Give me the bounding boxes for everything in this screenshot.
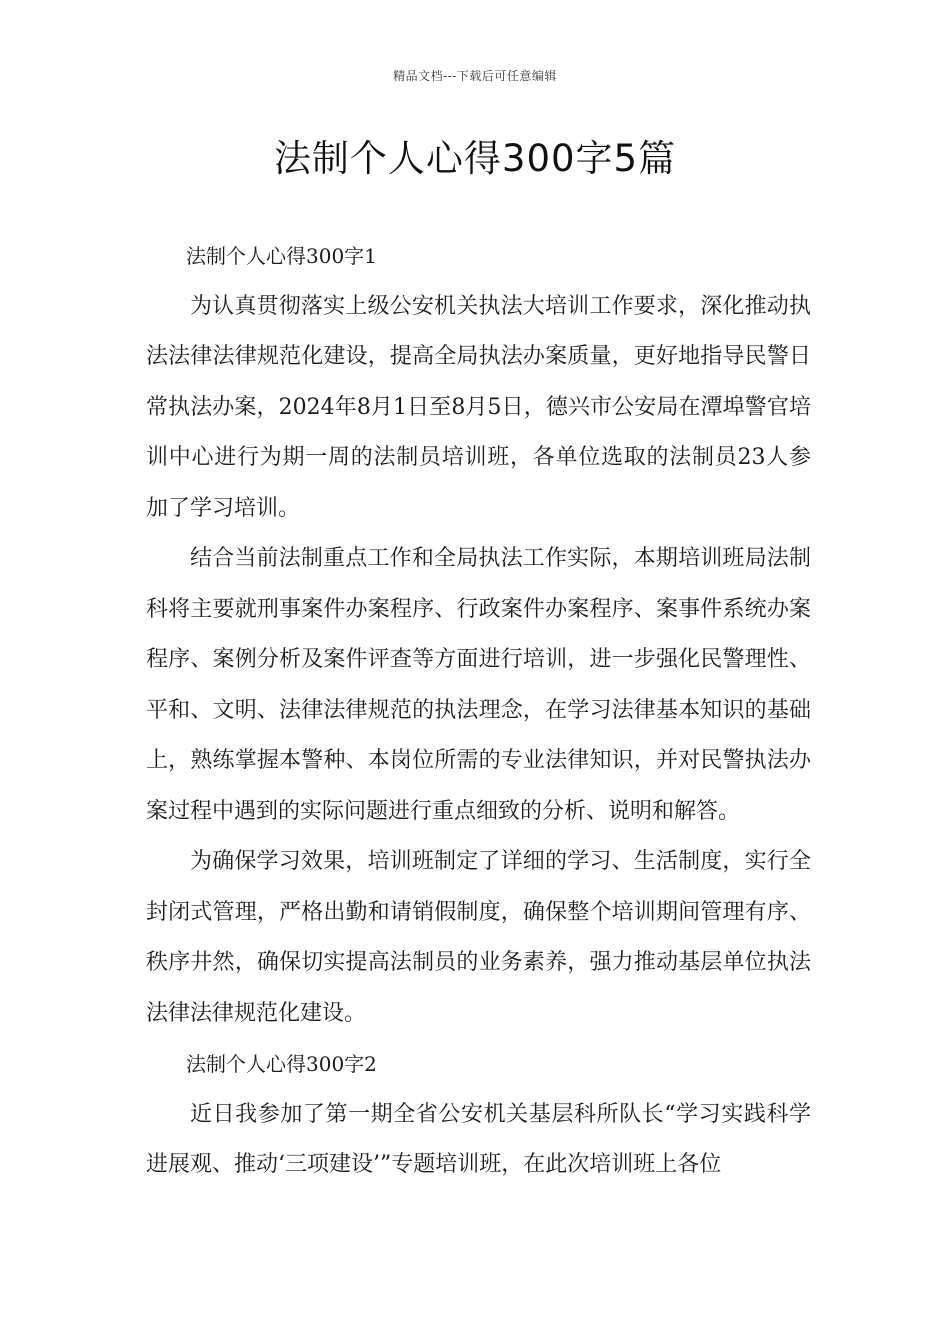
document-title: 法制个人心得300字5篇 [273, 137, 677, 180]
paragraph: 为认真贯彻落实上级公安机关执法大培训工作要求，深化推动执法法律法律规范化建设，提高全局执法办案质量，更好地指导民警日常执法办案，2024年8月1日至8月5日，德兴市公安局在潭埠警官培训中心进行为期一周的法制员培训班，各单位选取的法制员23人参加了学习培训。 [146, 293, 811, 521]
header-note: 精品文档---下载后可任意编辑 [393, 69, 557, 83]
section-heading-1: 法制个人心得300字1 [186, 244, 377, 268]
paragraph: 为确保学习效果，培训班制定了详细的学习、生活制度，实行全封闭式管理，严格出勤和请销假制度，确保整个培训期间管理有序、秩序井然，确保切实提高法制员的业务素养，强力推动基层单位执法法律法律规范化建设。 [146, 849, 811, 1026]
paragraph: 近日我参加了第一期全省公安机关基层科所队长“学习实践科学进展观、推动‘三项建设’”专题培训班，在此次培训班上各位 [146, 1101, 811, 1177]
document-body [146, 231, 811, 1191]
section-heading-2: 法制个人心得300字2 [186, 1052, 377, 1076]
paragraph: 结合当前法制重点工作和全局执法工作实际，本期培训班局法制科将主要就刑事案件办案程序、行政案件办案程序、案事件系统办案程序、案例分析及案件评查等方面进行培训，进一步强化民警理性、平和、文明、法律法律规范的执法理念，在学习法律基本知识的基础上，熟练掌握本警种、本岗位所需的专业法律知识，并对民警执法办案过程中遇到的实际问题进行重点细致的分析、说明和解答。 [146, 546, 811, 824]
